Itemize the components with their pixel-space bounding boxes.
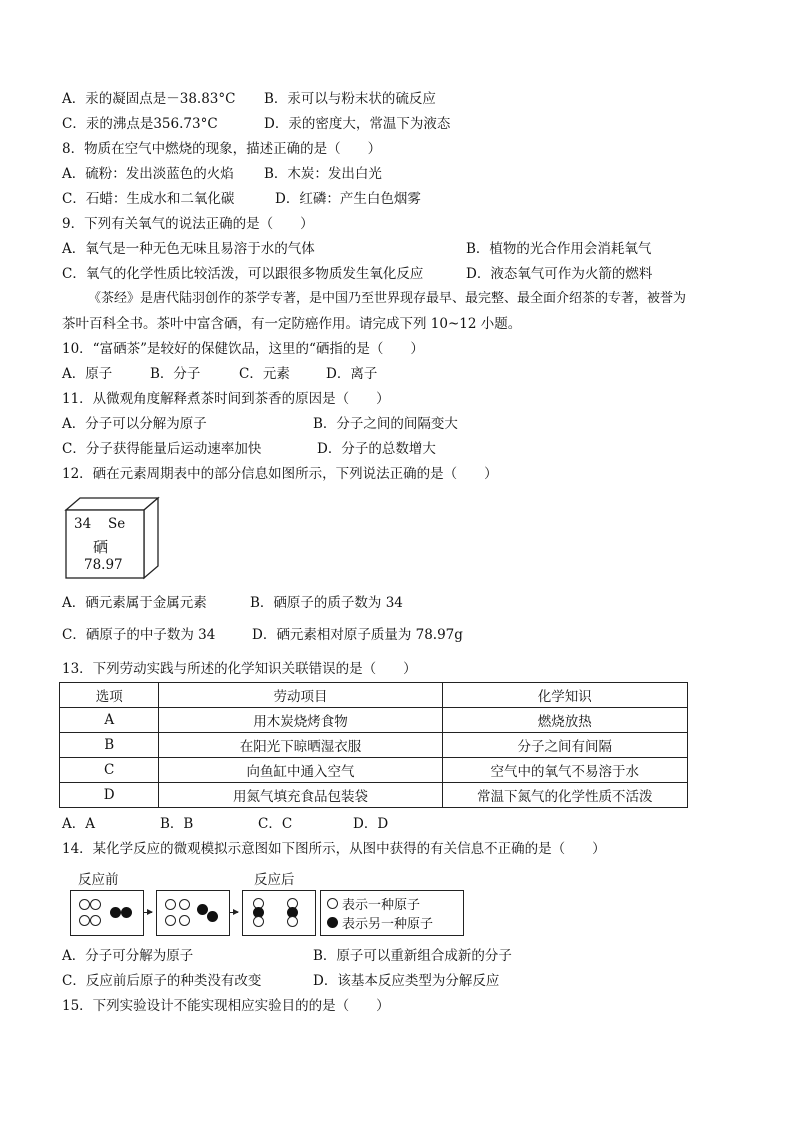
after-reaction-label: 反应后: [254, 872, 295, 888]
element-atomic-mass: 78.97: [84, 557, 123, 573]
black-atom-icon: [121, 907, 132, 918]
white-atom-icon: [90, 915, 101, 926]
q9-option-c: C．氧气的化学性质比较活泼，可以跟很多物质发生氧化反应: [62, 266, 424, 282]
table-header-cell: 劳动项目: [159, 683, 442, 708]
q15-stem: 15．下列实验设计不能实现相应实验目的的是（ ）: [62, 998, 390, 1014]
arrow-icon: [230, 912, 238, 913]
q9-option-b: B．植物的光合作用会消耗氧气: [466, 241, 652, 257]
table-header-cell: 化学知识: [442, 683, 687, 708]
black-atom-icon: [110, 907, 121, 918]
table-cell: 燃烧放热: [442, 708, 687, 733]
table-row: [60, 758, 688, 783]
q7-option-a: A．汞的凝固点是－38.83°C: [62, 91, 236, 107]
q12-option-b: B．硒原子的质子数为 34: [250, 595, 403, 611]
table-cell: 向鱼缸中通入空气: [159, 758, 442, 783]
q14-option-c: C．反应前后原子的种类没有改变: [62, 973, 262, 989]
legend-black-atom-label: 表示另一种原子: [342, 917, 434, 932]
white-atom-icon: [287, 916, 298, 927]
q12-option-a: A．硒元素属于金属元素: [62, 595, 207, 611]
legend-white-atom-label: 表示一种原子: [342, 898, 421, 913]
black-atom-icon: [327, 917, 338, 928]
after-reaction-box: [242, 890, 316, 936]
q8-stem: 8．物质在空气中燃烧的现象，描述正确的是（ ）: [62, 141, 382, 157]
q14-option-d: D．该基本反应类型为分解反应: [313, 973, 500, 989]
q12-stem: 12．硒在元素周期表中的部分信息如图所示，下列说法正确的是（ ）: [62, 466, 498, 482]
q14-stem: 14．某化学反应的微观模拟示意图如下图所示，从图中获得的有关信息不正确的是（ ）: [62, 841, 606, 857]
q9-option-a: A．氧气是一种无色无味且易溶于水的气体: [62, 241, 315, 257]
table-cell: D: [60, 783, 159, 808]
passage-line-1: 《茶经》是唐代陆羽创作的茶学专著，是中国乃至世界现存最早、最完整、最全面介绍茶的专著，被誉为: [88, 291, 687, 306]
q8-option-a: A．硫粉：发出淡蓝色的火焰: [62, 166, 234, 182]
black-atom-icon: [207, 911, 218, 922]
q11-option-b: B．分子之间的间隔变大: [313, 416, 458, 432]
table-cell: 用木炭烧烤食物: [159, 708, 442, 733]
white-atom-icon: [90, 899, 101, 910]
white-atom-icon: [79, 899, 90, 910]
diagram-legend: [320, 890, 464, 936]
white-atom-icon: [179, 899, 190, 910]
q10-stem: 10．“富硒茶”是较好的保健饮品，这里的“硒指的是（ ）: [62, 341, 424, 357]
element-atomic-number: 34: [74, 516, 92, 532]
before-reaction-label: 反应前: [78, 872, 119, 888]
q10-option-b: B．分子: [150, 366, 201, 382]
intermediate-reaction-box: [156, 890, 230, 936]
q14-option-a: A．分子可分解为原子: [62, 948, 194, 964]
q8-option-b: B．木炭：发出白光: [264, 166, 382, 182]
q10-option-c: C．元素: [239, 366, 290, 382]
white-atom-icon: [179, 915, 190, 926]
q13-option-d: D．D: [353, 816, 389, 832]
reaction-diagram: [66, 868, 466, 938]
table-row: [60, 783, 688, 808]
table-cell: C: [60, 758, 159, 783]
q9-stem: 9．下列有关氧气的说法正确的是（ ）: [62, 216, 314, 232]
white-atom-icon: [165, 899, 176, 910]
q7-option-b: B．汞可以与粉末状的硫反应: [264, 91, 436, 107]
q11-option-a: A．分子可以分解为原子: [62, 416, 207, 432]
q13-option-b: B．B: [160, 816, 194, 832]
q13-option-c: C．C: [258, 816, 293, 832]
table-row: [60, 733, 688, 758]
element-symbol: Se: [108, 516, 126, 532]
q13-option-a: A．A: [62, 816, 95, 832]
table-cell: 在阳光下晾晒湿衣服: [159, 733, 442, 758]
table-cell: 空气中的氧气不易溶于水: [442, 758, 687, 783]
before-reaction-box: [70, 890, 144, 936]
q7-option-d: D．汞的密度大，常温下为液态: [264, 116, 451, 132]
table-row: [60, 708, 688, 733]
q9-option-d: D．液态氧气可作为火箭的燃料: [466, 266, 653, 282]
q13-table: [59, 682, 688, 808]
selenium-element-tile: [62, 496, 162, 580]
table-header-cell: 选项: [60, 683, 159, 708]
table-cell: 常温下氮气的化学性质不活泼: [442, 783, 687, 808]
q8-option-d: D．红磷：产生白色烟雾: [275, 191, 421, 207]
table-cell: B: [60, 733, 159, 758]
passage-line-2: 茶叶百科全书。茶叶中富含硒，有一定防癌作用。请完成下列 10~12 小题。: [62, 316, 522, 332]
q11-option-d: D．分子的总数增大: [317, 441, 436, 457]
table-cell: 用氮气填充食品包装袋: [159, 783, 442, 808]
q13-stem: 13．下列劳动实践与所述的化学知识关联错误的是（ ）: [62, 661, 417, 677]
white-atom-icon: [327, 898, 338, 909]
table-header-row: [60, 683, 688, 708]
arrow-icon: [144, 912, 152, 913]
element-name: 硒: [93, 538, 109, 556]
q8-option-c: C．石蜡：生成水和二氧化碳: [62, 191, 235, 207]
q7-option-c: C．汞的沸点是356.73°C: [62, 116, 218, 132]
table-cell: A: [60, 708, 159, 733]
white-atom-icon: [165, 915, 176, 926]
q12-option-d: D．硒元素相对原子质量为 78.97g: [252, 627, 463, 643]
q10-option-a: A．原子: [62, 366, 113, 382]
white-atom-icon: [79, 915, 90, 926]
white-atom-icon: [253, 916, 264, 927]
table-cell: 分子之间有间隔: [442, 733, 687, 758]
q10-option-d: D．离子: [326, 366, 378, 382]
q14-option-b: B．原子可以重新组合成新的分子: [313, 948, 512, 964]
q11-option-c: C．分子获得能量后运动速率加快: [62, 441, 262, 457]
q11-stem: 11．从微观角度解释煮茶时间到茶香的原因是（ ）: [62, 391, 390, 407]
q12-option-c: C．硒原子的中子数为 34: [62, 627, 216, 643]
black-atom-icon: [197, 904, 208, 915]
